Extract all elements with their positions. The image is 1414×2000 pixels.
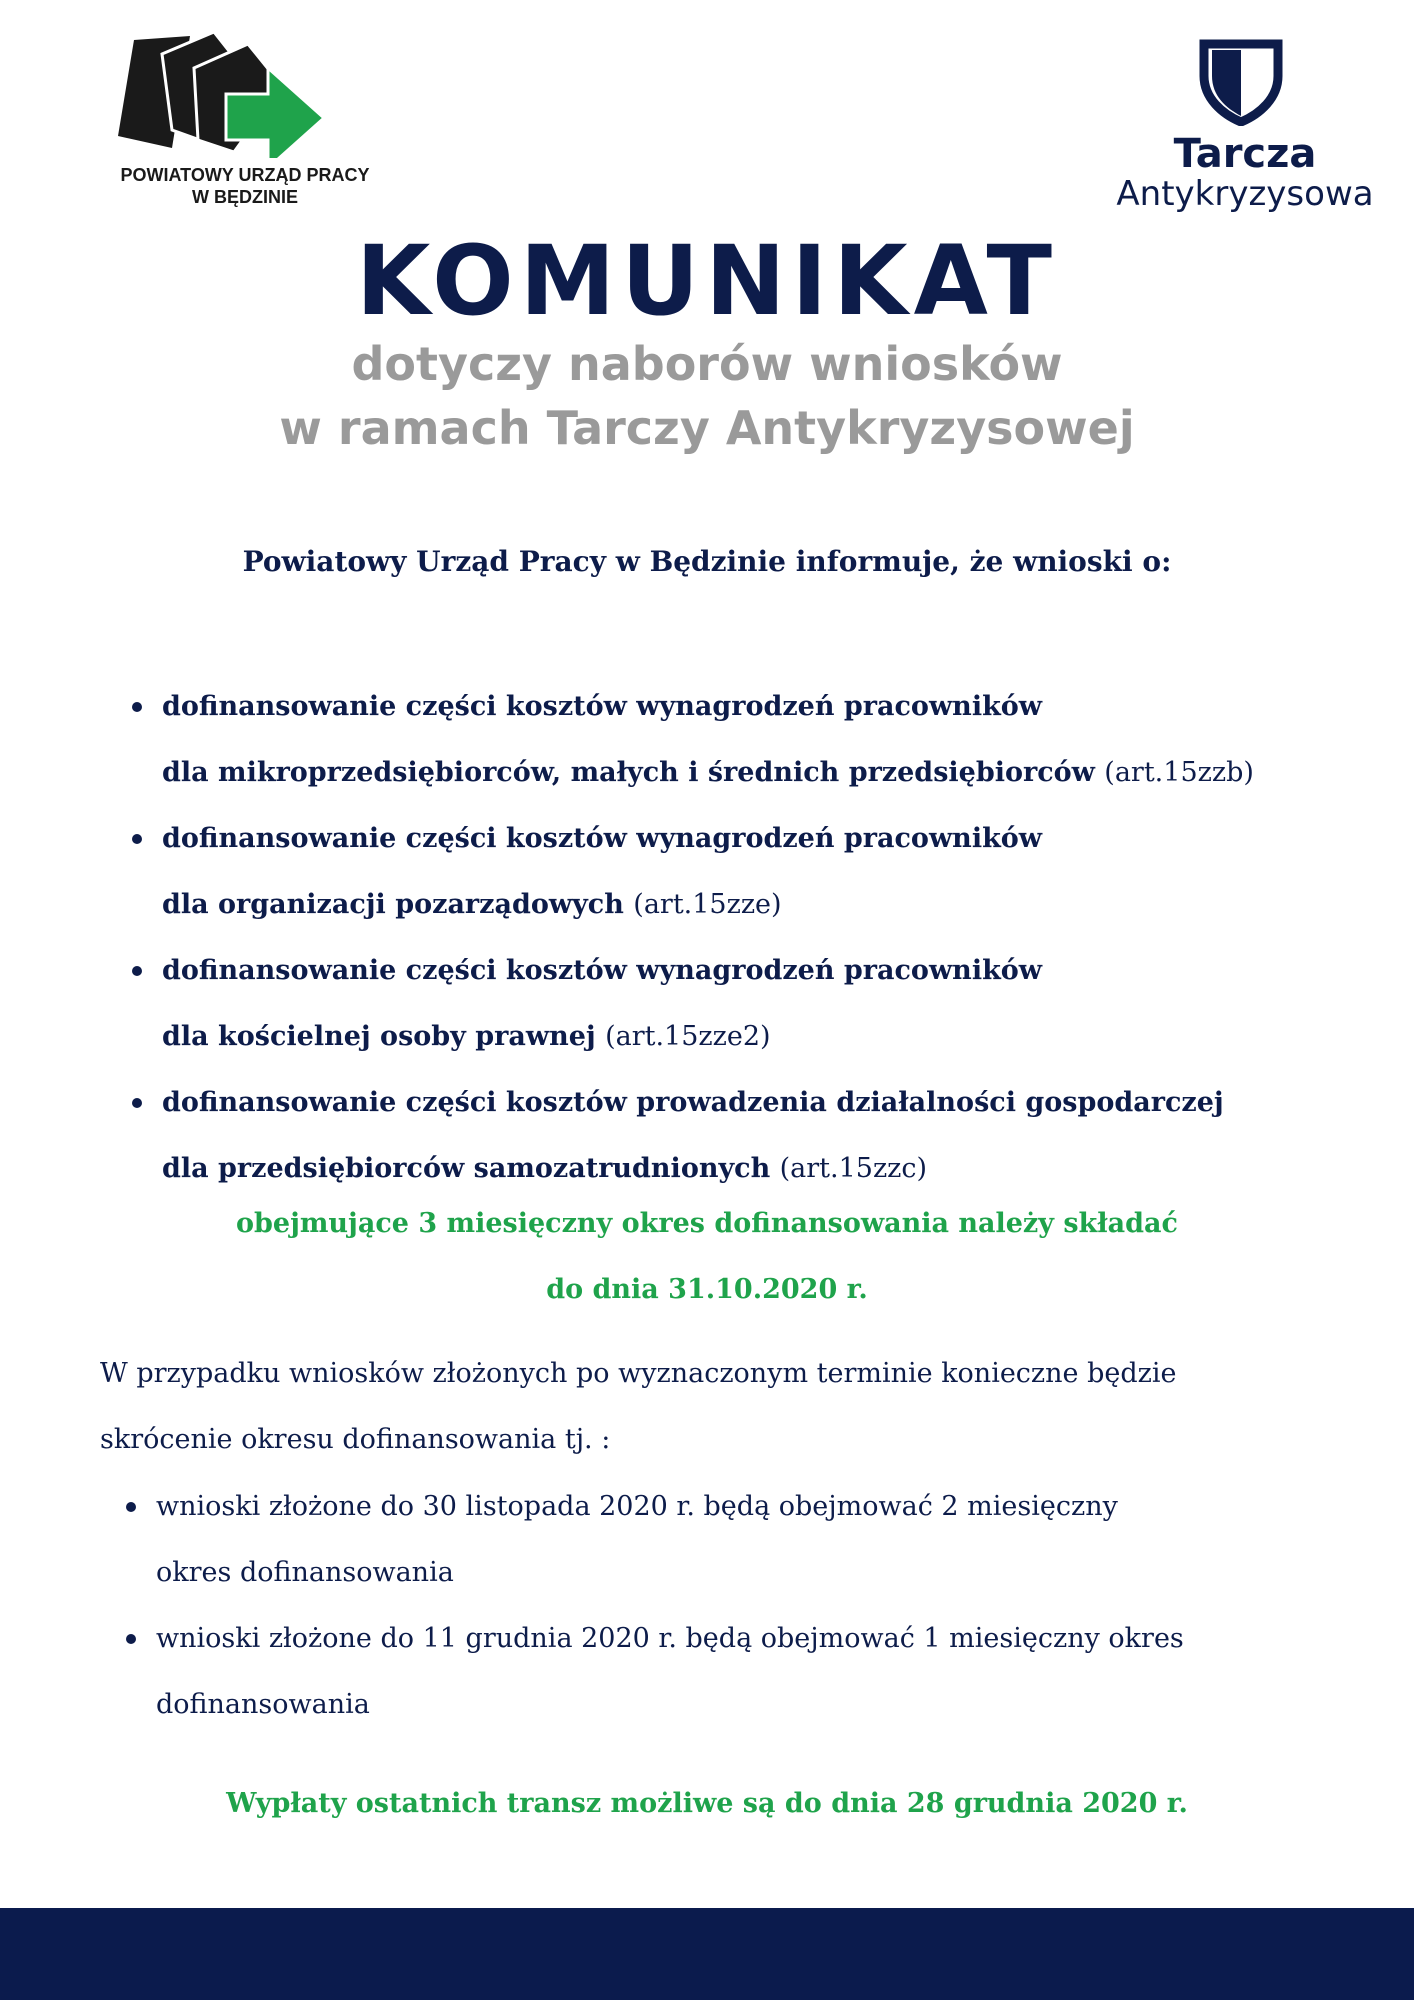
subtitle-line2: w ramach Tarczy Antykryzysowej: [279, 401, 1135, 455]
deadline-line1: obejmujące 3 miesięczny okres dofinansowania należy składać: [236, 1208, 1178, 1239]
list-item-line1: dofinansowanie części kosztów wynagrodzeń pracowników: [162, 955, 1043, 986]
article-ref: (art.15zzc): [779, 1153, 928, 1184]
pup-logo-mark: [114, 28, 374, 158]
list-item-line1: dofinansowanie części kosztów wynagrodzeń pracowników: [162, 823, 1043, 854]
list-item-line2: okres dofinansowania: [156, 1557, 454, 1588]
pup-logo-line2: W BĘDZINIE: [192, 187, 298, 207]
list-item: [114, 1474, 1354, 1606]
list-item-line2: dla przedsiębiorców samozatrudnionych: [162, 1153, 771, 1184]
list-item-line1: dofinansowanie części kosztów prowadzenia działalności gospodarczej: [162, 1087, 1224, 1118]
pup-logo: [100, 28, 390, 208]
article-ref: (art.15zze): [633, 889, 782, 920]
tarcza-logo: [1100, 36, 1400, 216]
paragraph-line1: W przypadku wniosków złożonych po wyznaczonym terminie konieczne będzie: [100, 1358, 1177, 1389]
tarcza-logo-line1: Tarcza: [1173, 131, 1317, 177]
list-item: [120, 674, 1340, 806]
list-item-line1: dofinansowanie części kosztów wynagrodzeń pracowników: [162, 691, 1043, 722]
paragraph-line2: skrócenie okresu dofinansowania tj. :: [100, 1424, 611, 1455]
deadline-line2: do dnia 31.10.2020 r.: [546, 1274, 868, 1305]
article-ref: (art.15zzb): [1104, 757, 1254, 788]
list-item-line2: dla mikroprzedsiębiorców, małych i średnich przedsiębiorców: [162, 757, 1095, 788]
tarcza-logo-line2: Antykryzysowa: [1116, 174, 1374, 214]
list-item: [120, 938, 1340, 1070]
list-item-line2: dla organizacji pozarządowych: [162, 889, 624, 920]
list-item-line2: dla kościelnej osoby prawnej: [162, 1021, 596, 1052]
page-title: KOMUNIKAT: [356, 225, 1058, 337]
list-item-line1: wnioski złożone do 11 grudnia 2020 r. będą obejmować 1 miesięczny okres: [156, 1623, 1184, 1654]
list-item: [120, 1070, 1340, 1202]
footer-bar: [0, 1908, 1414, 2000]
final-note: Wypłaty ostatnich transz możliwe są do dnia 28 grudnia 2020 r.: [226, 1788, 1188, 1819]
subtitle-line1: dotyczy naborów wniosków: [351, 337, 1063, 391]
applications-list: [120, 674, 1340, 1202]
late-applications-list: [114, 1474, 1354, 1738]
intro-text: Powiatowy Urząd Pracy w Będzinie informuje, że wnioski o:: [242, 545, 1172, 578]
list-item: [114, 1606, 1354, 1738]
article-ref: (art.15zze2): [605, 1021, 771, 1052]
list-item-line2: dofinansowania: [156, 1689, 370, 1720]
shield-icon: [1196, 36, 1286, 126]
pup-logo-line1: POWIATOWY URZĄD PRACY: [120, 165, 370, 185]
list-item: [120, 806, 1340, 938]
list-item-line1: wnioski złożone do 30 listopada 2020 r. będą obejmować 2 miesięczny: [156, 1491, 1118, 1522]
